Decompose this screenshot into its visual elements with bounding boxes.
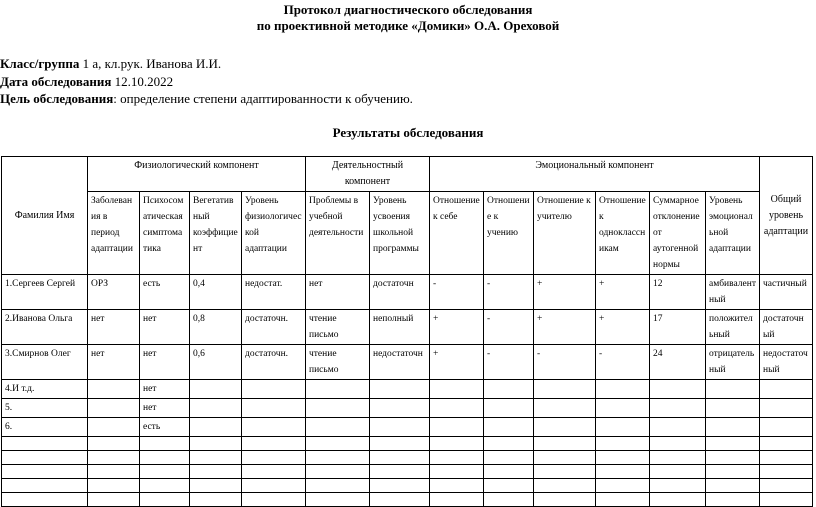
table-cell [190,451,242,465]
subcolumn-header: Отношение к одноклассникам [596,192,650,275]
table-header-row-subcolumns [2,192,813,275]
empty-table-row [2,451,813,465]
table-cell: ОРЗ [88,275,140,310]
table-cell [706,380,760,399]
table-cell [190,493,242,507]
table-cell [760,465,813,479]
table-cell [596,437,650,451]
subcolumn-header: Отношение к учению [484,192,534,275]
table-cell: достаточн. [242,310,306,345]
activity-component-header: Деятельностный компонент [306,157,430,192]
table-cell [370,451,430,465]
table-cell: нет [306,275,370,310]
name-header: Фамилия Имя [2,157,88,275]
table-cell [534,493,596,507]
table-cell [484,493,534,507]
table-cell: 17 [650,310,706,345]
table-cell [190,465,242,479]
table-cell [706,479,760,493]
results-table [1,156,813,507]
table-cell [706,437,760,451]
table-row [2,399,813,418]
table-row [2,418,813,437]
table-cell: + [596,310,650,345]
table-cell: - [484,310,534,345]
table-row [2,380,813,399]
table-cell [242,465,306,479]
table-cell [596,465,650,479]
subcolumn-header: Проблемы в учебной деятельности [306,192,370,275]
table-cell: недостат. [242,275,306,310]
table-cell [88,437,140,451]
table-cell [534,437,596,451]
table-cell: частичный [760,275,813,310]
table-cell: - [484,275,534,310]
table-cell [484,380,534,399]
subcolumn-header: Заболевания в период адаптации [88,192,140,275]
table-cell [430,437,484,451]
table-cell: есть [140,275,190,310]
class-value: 1 а, кл.рук. Иванова И.И. [79,56,222,71]
table-cell [760,399,813,418]
table-cell [430,399,484,418]
table-cell: 12 [650,275,706,310]
table-cell: достаточный [760,310,813,345]
table-cell [650,418,706,437]
results-heading: Результаты обследования [332,125,484,140]
document-title-line2: по проективной методике «Домики» О.А. Ореховой [256,18,560,33]
emotional-component-header: Эмоциональный компонент [430,157,760,192]
table-cell: недостаточный [760,345,813,380]
table-cell [190,418,242,437]
table-cell [596,399,650,418]
table-cell [140,451,190,465]
table-cell [190,479,242,493]
table-cell [484,479,534,493]
table-cell: 4.И т.д. [2,380,88,399]
table-cell [242,451,306,465]
table-row [2,310,813,345]
subcolumn-header: Отношение к себе [430,192,484,275]
table-header-row-groups [2,157,813,192]
table-cell [306,451,370,465]
table-cell [2,479,88,493]
table-cell [370,465,430,479]
table-cell: + [596,275,650,310]
table-cell [430,493,484,507]
table-cell [760,451,813,465]
table-cell: чтение письмо [306,310,370,345]
table-cell: есть [140,418,190,437]
table-cell [650,465,706,479]
table-cell [370,380,430,399]
table-cell: нет [140,310,190,345]
table-cell [650,493,706,507]
table-cell [88,380,140,399]
table-row [2,275,813,310]
table-cell [140,493,190,507]
table-cell: 0,6 [190,345,242,380]
table-cell [650,437,706,451]
table-cell [760,437,813,451]
table-cell [760,479,813,493]
table-cell: + [430,310,484,345]
table-cell: 6. [2,418,88,437]
table-cell [140,437,190,451]
table-cell: 0,4 [190,275,242,310]
total-adaptation-header: Общий уровень адаптации [760,157,813,275]
table-cell [2,465,88,479]
table-cell: достаточн. [242,345,306,380]
table-cell [484,437,534,451]
table-cell [760,380,813,399]
table-cell: 5. [2,399,88,418]
class-info [0,56,221,72]
table-cell: 1.Сергеев Сергей [2,275,88,310]
table-cell [596,479,650,493]
table-cell [596,418,650,437]
table-cell [706,451,760,465]
table-cell: отрицательный [706,345,760,380]
table-cell [596,493,650,507]
table-cell [190,437,242,451]
subcolumn-header: Уровень усвоения школьной программы [370,192,430,275]
table-cell [190,399,242,418]
table-cell [650,451,706,465]
table-cell [242,493,306,507]
table-cell [706,465,760,479]
table-cell [306,479,370,493]
table-cell [370,493,430,507]
subcolumn-header: Вегетативный коэффициент [190,192,242,275]
table-cell [242,418,306,437]
table-cell [88,479,140,493]
table-cell [306,493,370,507]
subcolumn-header: Уровень физиологической адаптации [242,192,306,275]
table-cell [484,399,534,418]
table-cell: + [534,310,596,345]
table-cell [242,437,306,451]
table-cell [706,399,760,418]
table-cell [760,418,813,437]
table-cell: нет [140,380,190,399]
table-cell [242,380,306,399]
table-cell [306,437,370,451]
empty-table-row [2,437,813,451]
table-cell [430,451,484,465]
table-cell: 3.Смирнов Олег [2,345,88,380]
table-cell [370,479,430,493]
table-cell [306,380,370,399]
table-cell: нет [88,310,140,345]
date-value: 12.10.2022 [111,74,174,89]
goal-label: Цель обследования [0,91,114,106]
table-cell: 0,8 [190,310,242,345]
table-cell [140,465,190,479]
table-cell [534,380,596,399]
empty-table-row [2,493,813,507]
table-cell [430,465,484,479]
table-cell [2,451,88,465]
table-cell [596,451,650,465]
subcolumn-header: Суммарное отклонение от аутогенной нормы [650,192,706,275]
table-cell: нет [88,345,140,380]
table-cell [190,380,242,399]
table-cell: 24 [650,345,706,380]
table-cell: положительный [706,310,760,345]
table-cell [2,437,88,451]
empty-table-row [2,479,813,493]
table-cell [760,493,813,507]
table-cell [484,451,534,465]
table-cell [534,399,596,418]
table-cell [484,418,534,437]
table-cell [88,399,140,418]
subcolumn-header: Отношение к учителю [534,192,596,275]
table-cell [534,451,596,465]
table-cell [706,493,760,507]
table-cell: + [430,345,484,380]
table-cell [140,479,190,493]
table-cell [2,493,88,507]
empty-table-row [2,465,813,479]
table-cell: 2.Иванова Ольга [2,310,88,345]
table-cell: нет [140,345,190,380]
table-body [2,275,813,507]
table-cell [88,465,140,479]
table-cell [650,399,706,418]
table-cell [306,399,370,418]
table-cell: неполный [370,310,430,345]
subcolumn-header: Уровень эмоциональной адаптации [706,192,760,275]
table-cell: - [534,345,596,380]
table-cell [596,380,650,399]
table-cell [534,465,596,479]
date-label: Дата обследования [0,74,112,89]
goal-value: : определение степени адаптированности к обучению. [113,91,413,106]
table-cell [306,465,370,479]
physiological-component-header: Физиологический компонент [88,157,306,192]
table-cell [88,493,140,507]
table-cell [242,479,306,493]
table-cell: чтение письмо [306,345,370,380]
table-cell [534,418,596,437]
table-cell [430,479,484,493]
table-cell [534,479,596,493]
date-info [0,74,173,90]
table-cell [370,418,430,437]
table-cell: - [484,345,534,380]
document-title-line1: Протокол диагностического обследования [283,2,533,17]
class-label: Класс/группа [0,56,80,71]
table-cell [306,418,370,437]
table-cell [370,399,430,418]
table-cell: достаточн [370,275,430,310]
table-cell: - [430,275,484,310]
subcolumn-header: Психосоматическая симптоматика [140,192,190,275]
table-cell [430,418,484,437]
table-cell [370,437,430,451]
table-cell [88,418,140,437]
table-cell: - [596,345,650,380]
table-cell: амбивалентный [706,275,760,310]
table-cell [650,380,706,399]
table-cell: недостаточн [370,345,430,380]
table-cell [484,465,534,479]
table-cell: + [534,275,596,310]
table-cell: нет [140,399,190,418]
table-cell [650,479,706,493]
table-cell [430,380,484,399]
table-cell [706,418,760,437]
goal-info [0,91,413,107]
table-cell [242,399,306,418]
table-cell [88,451,140,465]
table-row [2,345,813,380]
